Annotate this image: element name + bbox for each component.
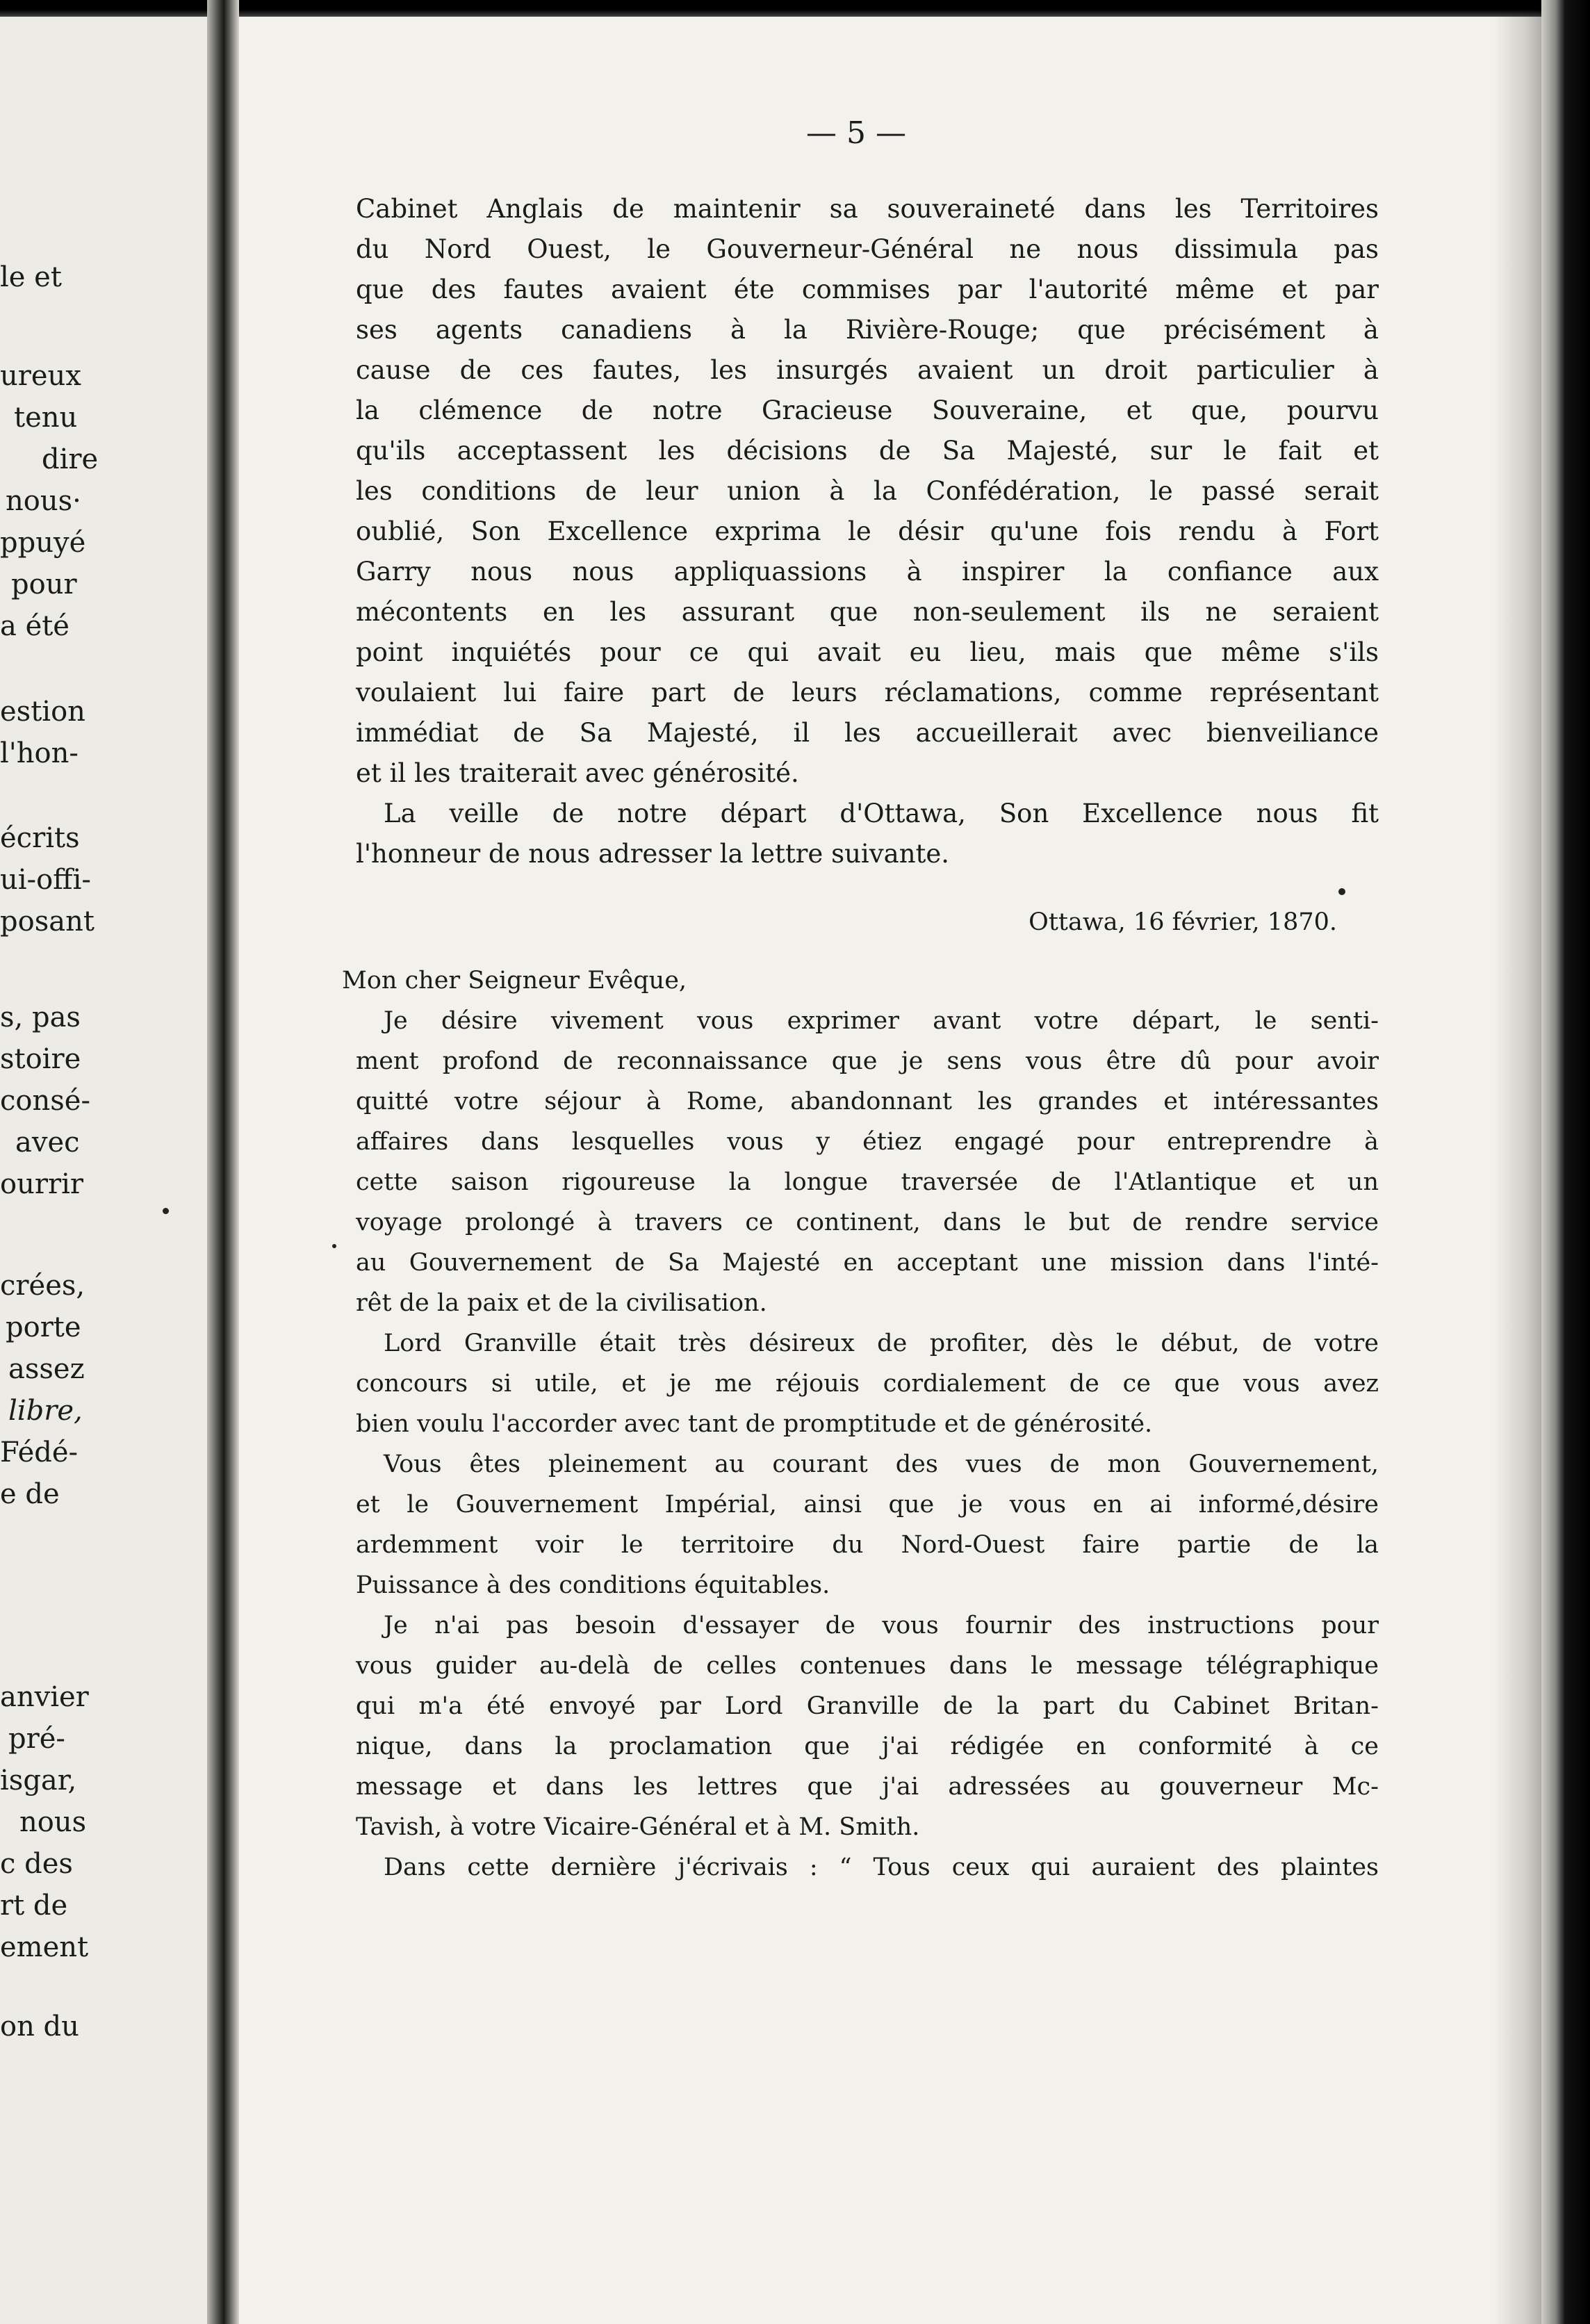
scan-right-border	[1541, 0, 1590, 2324]
text-line: ment profond de reconnaissance que je sens vous être dû pour avoir	[356, 1047, 1379, 1075]
text-line: cause de ces fautes, les insurgés avaient un droit particulier à	[356, 355, 1379, 385]
left-fragment: a été	[0, 610, 69, 642]
ink-speck	[163, 1208, 169, 1214]
text-line: affaires dans lesquelles vous y étiez engagé pour entreprendre à	[356, 1128, 1379, 1156]
left-fragment: tenu	[14, 402, 78, 434]
text-line: ardemment voir le territoire du Nord-Ouest faire partie de la	[356, 1531, 1379, 1559]
text-line: du Nord Ouest, le Gouverneur-Général ne nous dissimula pas	[356, 234, 1379, 264]
letter-dateline: Ottawa, 16 février, 1870.	[1028, 908, 1337, 936]
left-fragment: écrits	[0, 822, 80, 854]
left-fragment: ppuyé	[0, 527, 86, 559]
text-line: au Gouvernement de Sa Majesté en acceptant une mission dans l'inté-	[356, 1249, 1379, 1277]
text-line: message et dans les lettres que j'ai adressées au gouverneur Mc-	[356, 1773, 1379, 1801]
left-fragment: l'hon-	[0, 737, 79, 769]
text-line: les conditions de leur union à la Confédération, le passé serait	[356, 476, 1379, 506]
letter-salutation: Mon cher Seigneur Evêque,	[342, 967, 687, 995]
text-line: et le Gouvernement Impérial, ainsi que je vous en ai informé,désire	[356, 1491, 1379, 1519]
left-fragment: dire	[42, 443, 99, 475]
left-fragment: Fédé-	[0, 1437, 79, 1468]
text-line: point inquiétés pour ce qui avait eu lieu, mais que même s'ils	[356, 637, 1379, 667]
text-line: la clémence de notre Gracieuse Souveraine, et que, pourvu	[356, 395, 1379, 425]
left-fragment: on du	[0, 2011, 79, 2043]
left-fragment: c des	[0, 1848, 73, 1880]
text-line: voyage prolongé à travers ce continent, dans le but de rendre service	[356, 1209, 1379, 1236]
spacer	[356, 874, 1379, 902]
left-facing-page	[0, 17, 212, 2324]
left-fragment: nous·	[6, 485, 81, 517]
left-fragment: s, pas	[0, 1001, 81, 1033]
text-line: Puissance à des conditions équitables.	[356, 1571, 830, 1599]
text-line: oublié, Son Excellence exprima le désir qu'une fois rendu à Fort	[356, 516, 1379, 546]
ink-speck	[332, 1244, 336, 1248]
left-fragment: anvier	[0, 1681, 89, 1713]
text-line: immédiat de Sa Majesté, il les accueillerait avec bienveiliance	[356, 718, 1379, 748]
page-body	[342, 189, 1379, 1888]
text-line: concours si utile, et je me réjouis cordialement de ce que vous avez	[356, 1370, 1379, 1398]
text-line: mécontents en les assurant que non-seulement ils ne seraient	[356, 597, 1379, 627]
left-fragment: stoire	[0, 1043, 81, 1075]
text-line: l'honneur de nous adresser la lettre suivante.	[356, 839, 950, 869]
left-fragment: isgar,	[0, 1765, 77, 1797]
text-line: quitté votre séjour à Rome, abandonnant les grandes et intéressantes	[356, 1088, 1379, 1115]
left-fragment: libre,	[8, 1395, 83, 1427]
spacer	[356, 942, 1379, 960]
ink-speck	[1338, 888, 1345, 895]
text-line: rêt de la paix et de la civilisation.	[356, 1289, 767, 1317]
left-fragment: porte	[6, 1311, 81, 1343]
text-line: Je n'ai pas besoin d'essayer de vous fournir des instructions pour	[384, 1612, 1379, 1639]
text-line: vous guider au-delà de celles contenues dans le message télégraphique	[356, 1652, 1379, 1680]
text-line: Tavish, à votre Vicaire-Général et à M. Smith.	[356, 1813, 920, 1841]
left-fragment: posant	[0, 906, 95, 938]
left-fragment: rt de	[0, 1890, 68, 1922]
text-line: Vous êtes pleinement au courant des vues de mon Gouvernement,	[384, 1450, 1379, 1478]
text-line: La veille de notre départ d'Ottawa, Son Excellence nous fit	[384, 799, 1379, 828]
left-fragment: ement	[0, 1931, 89, 1963]
text-line: nique, dans la proclamation que j'ai rédigée en conformité à ce	[356, 1733, 1379, 1760]
text-line: que des fautes avaient éte commises par l'autorité même et par	[356, 275, 1379, 304]
text-line: Dans cette dernière j'écrivais : “ Tous ceux qui auraient des plaintes	[384, 1854, 1379, 1881]
left-fragment: consé-	[0, 1085, 90, 1117]
text-line: qu'ils acceptassent les décisions de Sa Majesté, sur le fait et	[356, 436, 1379, 466]
left-fragment: nous	[19, 1806, 87, 1838]
book-gutter	[207, 0, 239, 2324]
text-line: Je désire vivement vous exprimer avant votre départ, le senti-	[384, 1007, 1379, 1035]
text-line: Cabinet Anglais de maintenir sa souveraineté dans les Territoires	[356, 194, 1379, 224]
left-fragment: e de	[0, 1478, 60, 1510]
text-line: et il les traiterait avec générosité.	[356, 758, 799, 788]
left-fragment: ui-offi-	[0, 864, 91, 896]
left-fragment: crées,	[0, 1270, 85, 1302]
left-fragment: pré-	[8, 1723, 65, 1755]
text-line: bien voulu l'accorder avec tant de promptitude et de générosité.	[356, 1410, 1153, 1438]
page-number: — 5 —	[806, 115, 906, 151]
text-line: Garry nous nous appliquassions à inspirer la confiance aux	[356, 557, 1379, 587]
left-fragment: ourrir	[0, 1168, 83, 1200]
left-fragment: le et	[0, 261, 62, 293]
text-line: ses agents canadiens à la Rivière-Rouge; que précisément à	[356, 315, 1379, 345]
text-line: voulaient lui faire part de leurs réclamations, comme représentant	[356, 678, 1379, 707]
text-line: cette saison rigoureuse la longue traversée de l'Atlantique et un	[356, 1168, 1379, 1196]
left-fragment: assez	[8, 1353, 85, 1385]
text-line: qui m'a été envoyé par Lord Granville de la part du Cabinet Britan-	[356, 1692, 1379, 1720]
left-fragment: pour	[11, 568, 77, 600]
left-fragment: avec	[15, 1127, 80, 1159]
left-fragment: estion	[0, 696, 85, 728]
left-fragment: ureux	[0, 360, 81, 392]
text-line: Lord Granville était très désireux de profiter, dès le début, de votre	[384, 1329, 1379, 1357]
